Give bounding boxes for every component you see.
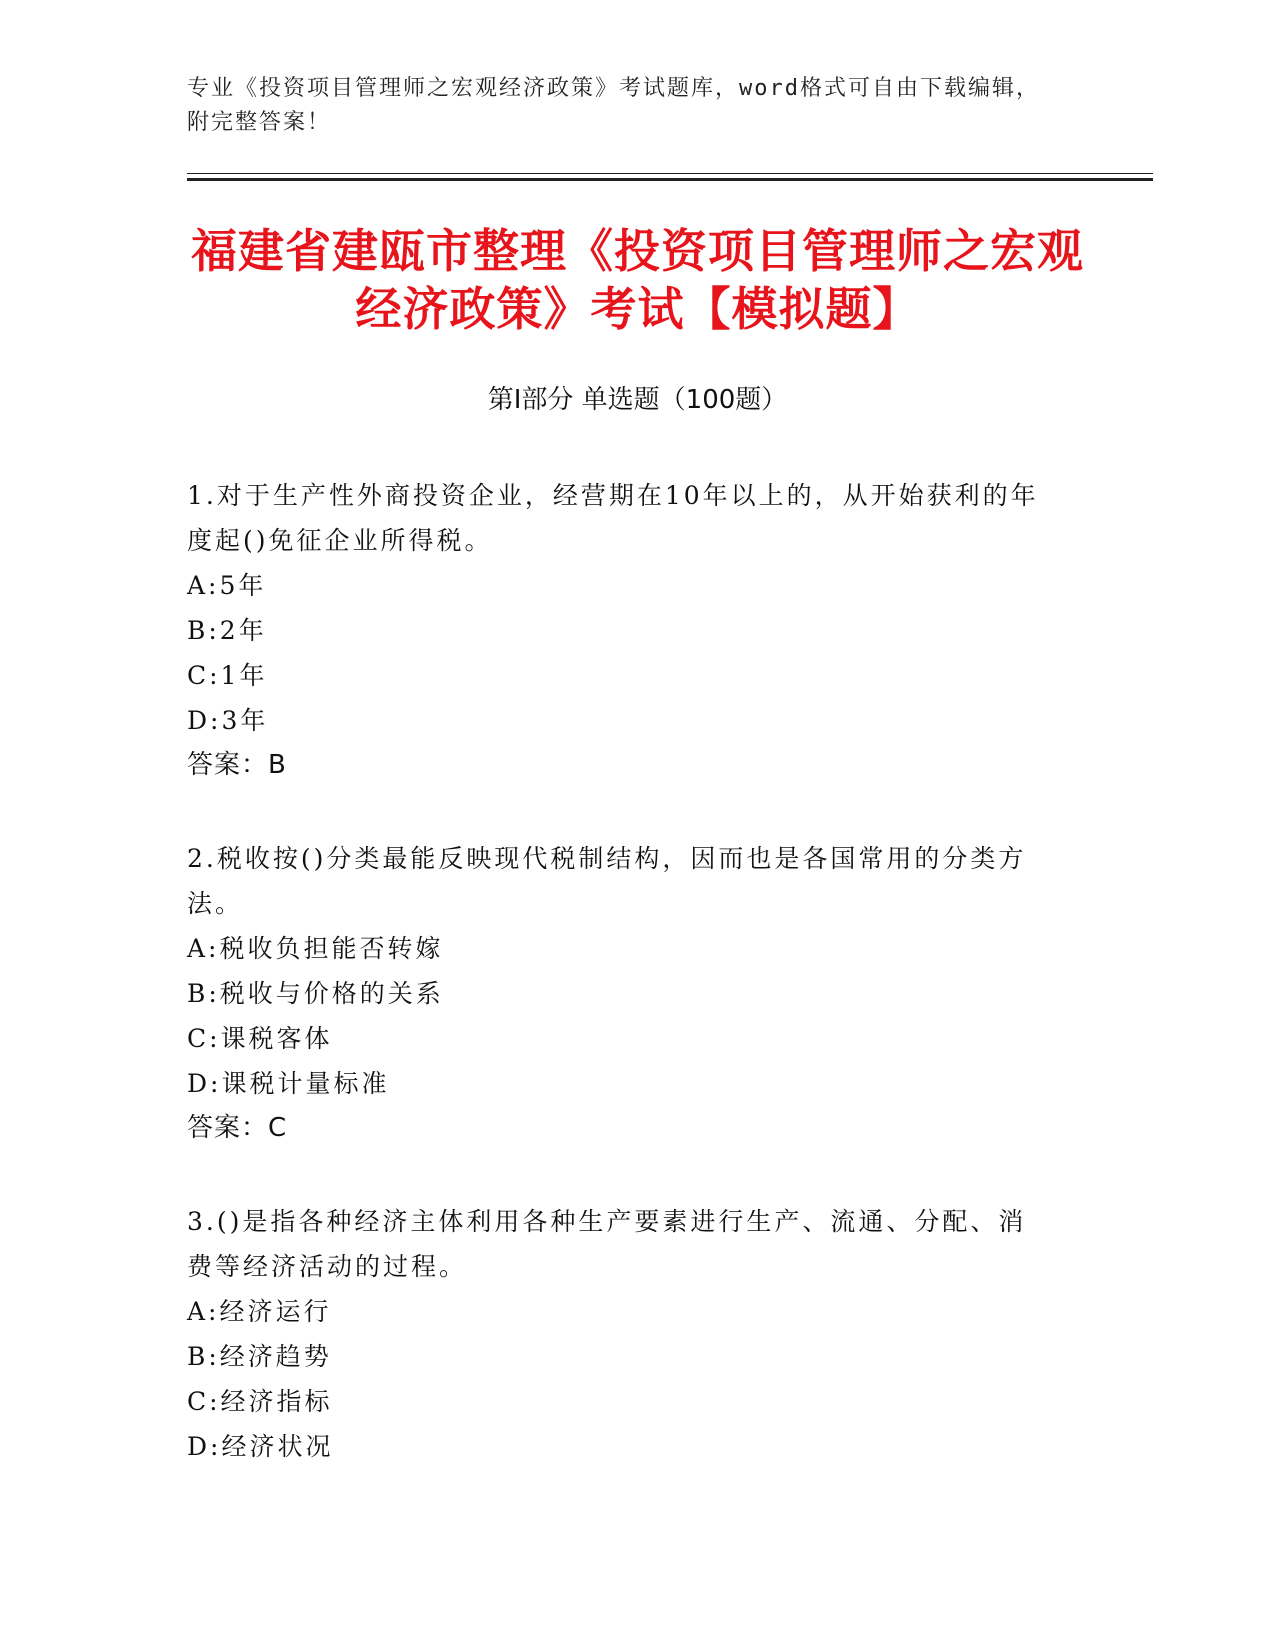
option-c: C:经济指标 (187, 1387, 333, 1416)
question-stem-line-2: 费等经济活动的过程。 (187, 1252, 468, 1281)
question-stem (187, 1199, 1087, 1289)
document-title (0, 222, 1275, 338)
option-d: D:课税计量标准 (187, 1069, 390, 1098)
option-b: B:经济趋势 (187, 1342, 332, 1371)
question-stem-line-2: 法。 (187, 889, 244, 918)
question-1 (187, 473, 1087, 788)
option-d: D:经济状况 (187, 1432, 334, 1461)
answer: 答案：C (187, 1113, 288, 1143)
document-title-line-1: 福建省建瓯市整理《投资项目管理师之宏观 (191, 224, 1084, 278)
section-heading: 第Ⅰ部分 单选题（100题） (487, 385, 788, 415)
option-a: A:经济运行 (187, 1297, 332, 1326)
question-stem-line-2: 度起()免征企业所得税。 (187, 526, 493, 555)
option-a: A:5年 (187, 571, 267, 600)
header-note-line-2: 附完整答案！ (187, 110, 332, 135)
question-stem (187, 836, 1087, 926)
option-b: B:税收与价格的关系 (187, 979, 444, 1008)
question-stem (187, 473, 1087, 563)
answer: 答案：B (187, 750, 287, 780)
question-stem-line-1: 1.对于生产性外商投资企业，经营期在10年以上的，从开始获利的年 (187, 481, 1039, 510)
option-a: A:税收负担能否转嫁 (187, 934, 444, 963)
header-divider-thin (187, 173, 1153, 174)
question-stem-line-1: 3.()是指各种经济主体利用各种生产要素进行生产、流通、分配、消 (187, 1207, 1027, 1236)
option-d: D:3年 (187, 706, 269, 735)
header-divider-thick (187, 178, 1153, 181)
option-c: C:课税客体 (187, 1024, 333, 1053)
question-3 (187, 1199, 1087, 1469)
question-2 (187, 836, 1087, 1151)
option-c: C:1年 (187, 661, 268, 690)
header-note-line-1: 专业《投资项目管理师之宏观经济政策》考试题库，word格式可自由下载编辑， (187, 76, 1040, 101)
question-stem-line-1: 2.税收按()分类最能反映现代税制结构，因而也是各国常用的分类方 (187, 844, 1027, 873)
option-b: B:2年 (187, 616, 267, 645)
header-note (187, 72, 1087, 140)
document-title-line-2: 经济政策》考试【模拟题】 (355, 282, 920, 336)
